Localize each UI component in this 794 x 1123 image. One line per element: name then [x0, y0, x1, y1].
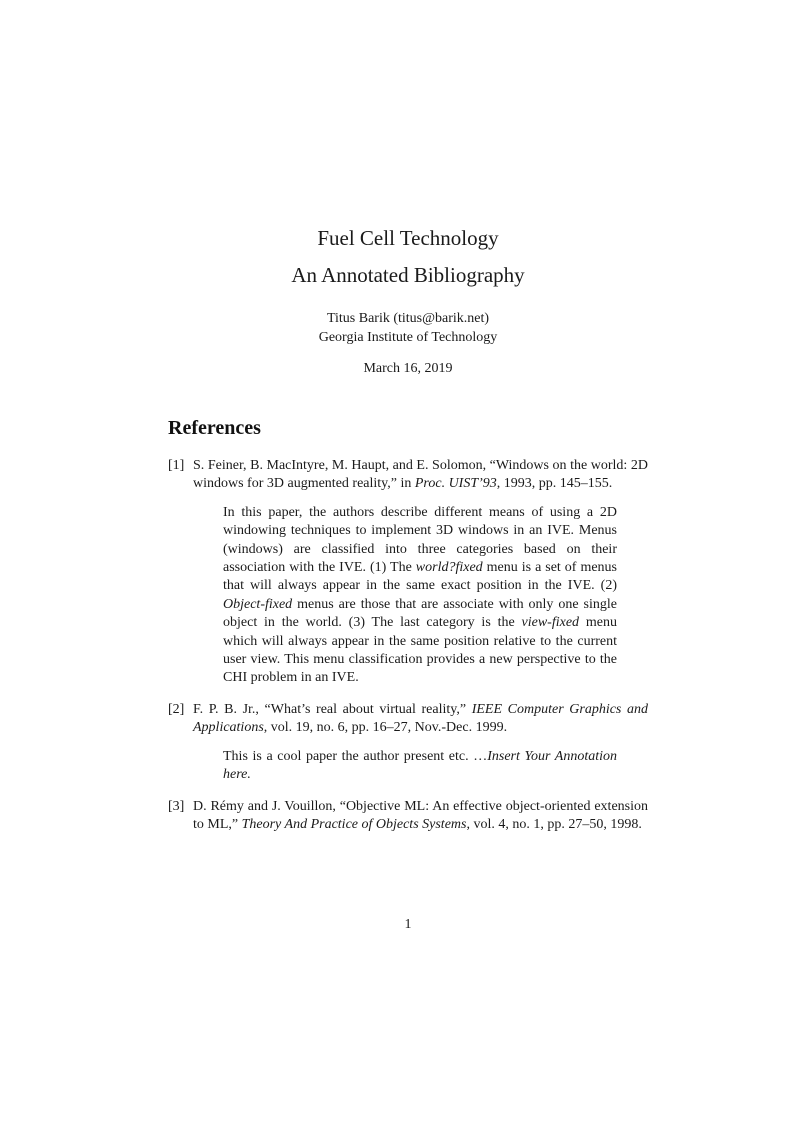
- author-block: [168, 309, 648, 347]
- annotation-text: menu which will always appear in the same position relative to the current user view. This menu classification provides a new perspective to the CHI problem in an IVE.: [223, 615, 617, 686]
- citation-text: S. Feiner, B. MacIntyre, M. Haupt, and E. Solomon, “Windows on the world: 2D windows for 3D augmented reality,” in: [193, 458, 648, 492]
- annotation-text: menus are those that are associate with only one single object in the world. (3) The last category is the: [223, 596, 617, 631]
- annotation-text: menu is a set of menus that will always appear in the same exact position in the IVE. (2): [223, 560, 617, 594]
- reference-annotation: [223, 748, 617, 785]
- reference-label: [2]: [168, 701, 185, 717]
- annotation-text: This is a cool paper the author present etc. …: [223, 748, 488, 764]
- references-section: [168, 416, 648, 847]
- reference-item-2: [168, 701, 648, 785]
- reference-citation: [193, 457, 648, 494]
- citation-venue: Proc. UIST’93: [414, 476, 497, 492]
- document-date: March 16, 2019: [363, 361, 453, 376]
- citation-venue: Theory And Practice of Objects Systems: [241, 816, 467, 832]
- reference-citation: [193, 798, 648, 835]
- reference-label: [3]: [168, 798, 185, 814]
- reference-item-3: [168, 798, 648, 835]
- author-name: Titus Barik (titus@barik.net): [326, 311, 490, 326]
- author-affiliation: Georgia Institute of Technology: [318, 330, 498, 345]
- citation-text: F. P. B. Jr., “What’s real about virtual reality,”: [193, 701, 472, 717]
- citation-text: , 1993, pp. 145–155.: [496, 476, 613, 492]
- annotation-emphasis: world?fixed: [415, 560, 483, 576]
- annotation-emphasis: Object-fixed: [223, 596, 293, 612]
- citation-text: , vol. 4, no. 1, pp. 27–50, 1998.: [466, 816, 642, 832]
- document-title-line-2: An Annotated Bibliography: [291, 263, 525, 287]
- page-number: 1: [404, 917, 412, 932]
- references-heading: References: [168, 417, 261, 439]
- annotation-emphasis: view-fixed: [521, 615, 580, 631]
- annotation-text: In this paper, the authors describe different means of using a 2D windowing techniques to implement 3D windows in an IVE. Menus (windows) are classified into three categories based on their association with the IVE. (1) The: [223, 504, 617, 576]
- citation-text: D. Rémy and J. Vouillon, “Objective ML: An effective object-oriented extension to ML,”: [193, 798, 648, 832]
- reference-citation: [193, 701, 648, 738]
- annotation-emphasis: Insert Your Annotation here.: [223, 748, 617, 783]
- reference-annotation: [223, 504, 617, 688]
- citation-venue: IEEE Computer Graphics and Applications: [193, 701, 648, 736]
- document-title-line-1: Fuel Cell Technology: [317, 226, 499, 250]
- reference-item-1: [168, 457, 648, 688]
- citation-text: , vol. 19, no. 6, pp. 16–27, Nov.-Dec. 1999.: [263, 720, 508, 736]
- reference-label: [1]: [168, 458, 185, 473]
